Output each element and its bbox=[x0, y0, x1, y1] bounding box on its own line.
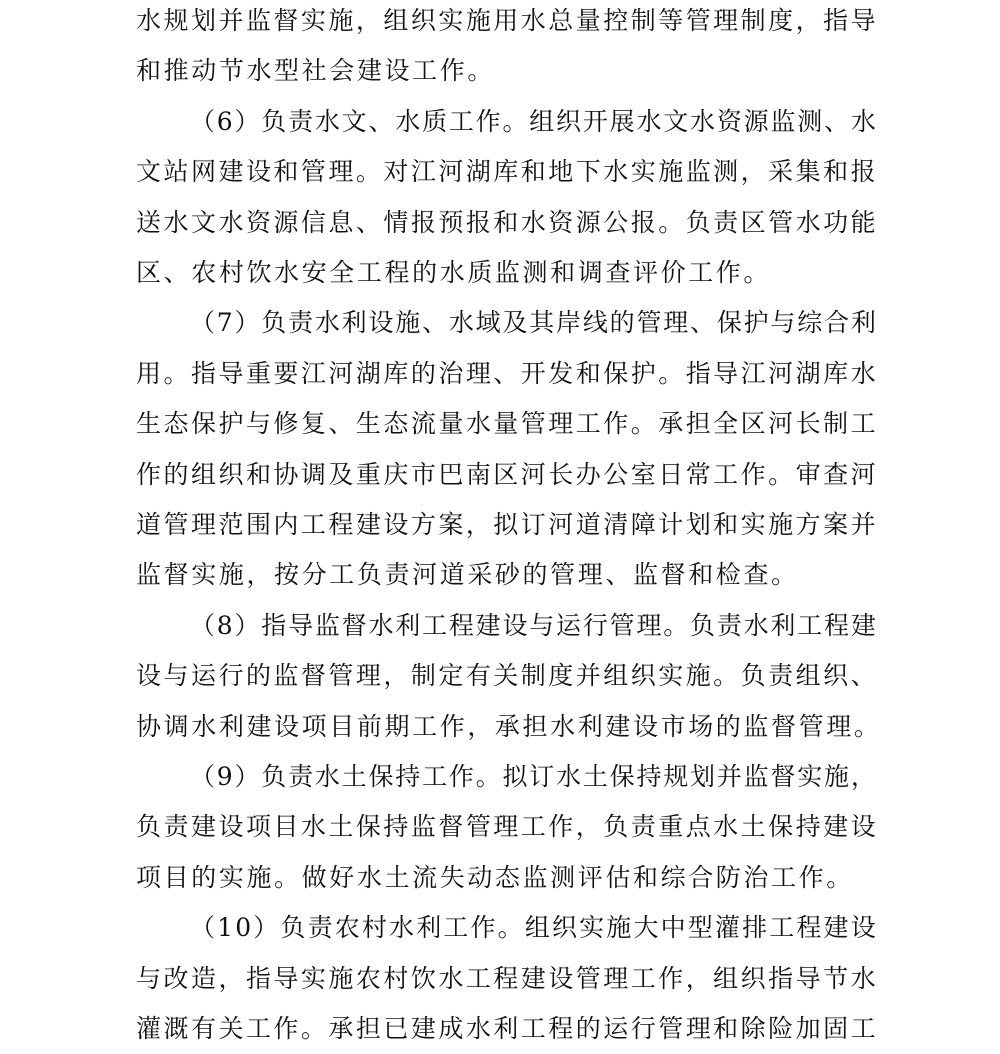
text-line: 协 调 水 利 建 设 项 目 前 期 工 作 ， 承 担 水 利 建 设 市 场 的 监 督 管 理 。 bbox=[136, 711, 882, 741]
text-line: （ 1 0 ） 负 责 农 村 水 利 工 作 。 组 织 实 施 大 中 型 灌 排 工 程 建 设 bbox=[190, 913, 876, 943]
text-line: 道 管 理 范 围 内 工 程 建 设 方 案 ， 拟 订 河 道 清 障 计 划 和 实 施 方 案 并 bbox=[136, 510, 876, 539]
text-line: 区 、 农 村 饮 水 安 全 工 程 的 水 质 监 测 和 调 查 评 价 工 作 。 bbox=[136, 258, 772, 287]
text-line: 项 目 的 实 施 。 做 好 水 土 流 失 动 态 监 测 评 估 和 综 合 防 治 工 作 。 bbox=[136, 862, 854, 892]
text-line: （ 8 ） 指 导 监 督 水 利 工 程 建 设 与 运 行 管 理 。 负 责 水 利 工 程 建 bbox=[190, 610, 876, 640]
text-line: 与 改 造 ， 指 导 实 施 农 村 饮 水 工 程 建 设 管 理 工 作 ， 组 织 指 导 节 水 bbox=[136, 963, 876, 993]
text-line: 用 。 指 导 重 要 江 河 湖 库 的 治 理 、 开 发 和 保 护 。 指 导 江 河 湖 库 水 bbox=[136, 358, 876, 388]
text-line: 送 水 文 水 资 源 信 息 、 情 报 预 报 和 水 资 源 公 报 。 负 责 区 管 水 功 能 bbox=[136, 207, 876, 237]
text-line: 文 站 网 建 设 和 管 理 。 对 江 河 湖 库 和 地 下 水 实 施 监 测 ， 采 集 和 报 bbox=[136, 157, 876, 187]
text-line: 灌 溉 有 关 工 作 。 承 担 已 建 成 水 利 工 程 的 运 行 管 理 和 除 险 加 固 工 bbox=[136, 1014, 876, 1043]
text-line: 作 的 组 织 和 协 调 及 重 庆 市 巴 南 区 河 长 办 公 室 日 常 工 作 。 审 查 河 bbox=[136, 459, 876, 489]
text-line: 和 推 动 节 水 型 社 会 建 设 工 作 。 bbox=[136, 56, 495, 86]
text-line: （ 6 ） 负 责 水 文 、 水 质 工 作 。 组 织 开 展 水 文 水 资 源 监 测 、 水 bbox=[190, 106, 876, 136]
text-line: 监 督 实 施 ， 按 分 工 负 责 河 道 采 砂 的 管 理 、 监 督 和 检 查 。 bbox=[136, 560, 799, 590]
text-line: 生 态 保 护 与 修 复 、 生 态 流 量 水 量 管 理 工 作 。 承 担 全 区 河 长 制 工 bbox=[136, 409, 876, 439]
text-line: 水 规 划 并 监 督 实 施 ， 组 织 实 施 用 水 总 量 控 制 等 管 理 制 度 ， 指 导 bbox=[136, 6, 876, 35]
text-line: 设 与 运 行 的 监 督 管 理 ， 制 定 有 关 制 度 并 组 织 实 施 。 负 责 组 织 、 bbox=[136, 661, 876, 691]
text-line: （ 7 ） 负 责 水 利 设 施 、 水 域 及 其 岸 线 的 管 理 、 保 护 与 综 合 利 bbox=[190, 308, 876, 338]
text-line: 负 责 建 设 项 目 水 土 保 持 监 督 管 理 工 作 ， 负 责 重 点 水 土 保 持 建 设 bbox=[136, 812, 876, 842]
text-line: （ 9 ） 负 责 水 土 保 持 工 作 。 拟 订 水 土 保 持 规 划 并 监 督 实 施 ， bbox=[190, 762, 876, 791]
